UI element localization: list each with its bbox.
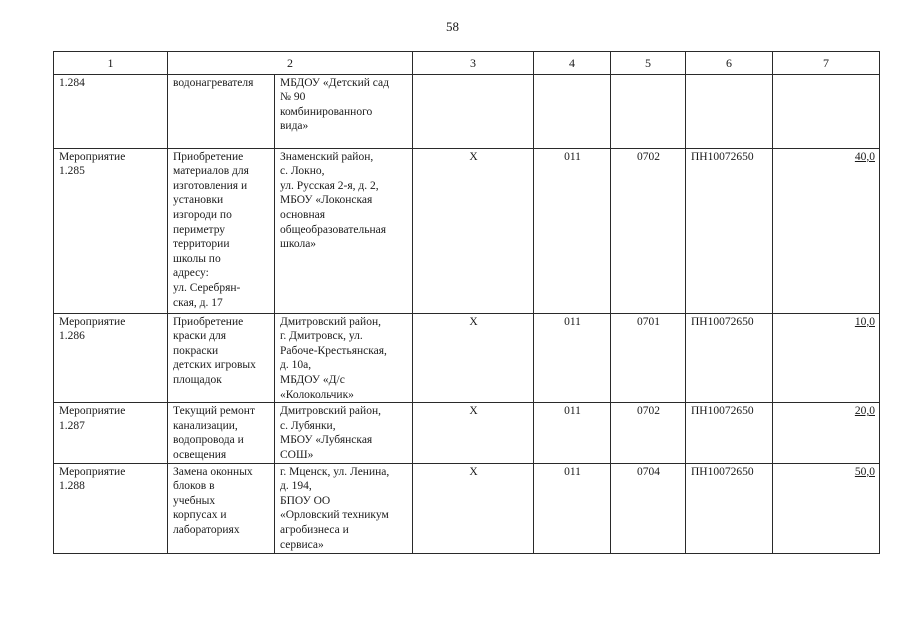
- header-col-5: 5: [611, 52, 686, 75]
- col6-value: ПН10072650: [686, 313, 773, 403]
- col3-value: [413, 74, 534, 148]
- col6-value: [686, 74, 773, 148]
- header-row: [54, 52, 880, 75]
- header-col-6: 6: [686, 52, 773, 75]
- measure-location: Знаменский район, с. Локно, ул. Русская 2-я, д. 2, МБОУ «Локонская основная общеобразовательная школа»: [275, 148, 413, 313]
- col3-value: Х: [413, 313, 534, 403]
- measure-id: Мероприятие 1.286: [54, 313, 168, 403]
- col4-value: 011: [534, 463, 611, 553]
- measure-id: Мероприятие 1.287: [54, 403, 168, 463]
- measure-location: г. Мценск, ул. Ленина, д. 194, БПОУ ОО «Орловский техникум агробизнеса и сервиса»: [275, 463, 413, 553]
- measure-description: Приобретение материалов для изготовления и установки изгороди по периметру территории школы по адресу: ул. Серебрян- ская, д. 17: [168, 148, 275, 313]
- col7-value: [773, 148, 880, 313]
- col5-value: 0702: [611, 403, 686, 463]
- header-col-7: 7: [773, 52, 880, 75]
- measure-location: Дмитровский район, с. Лубянки, МБОУ «Лубянская СОШ»: [275, 403, 413, 463]
- col4-value: 011: [534, 313, 611, 403]
- table-row: [54, 463, 880, 553]
- measure-description: водонагревателя: [168, 74, 275, 148]
- col5-value: 0702: [611, 148, 686, 313]
- table-row: [54, 403, 880, 463]
- measure-description: Текущий ремонт канализации, водопровода и освещения: [168, 403, 275, 463]
- amount-value: 10,0: [854, 315, 875, 328]
- col3-value: Х: [413, 148, 534, 313]
- table-row: [54, 313, 880, 403]
- col6-value: ПН10072650: [686, 403, 773, 463]
- amount-value: 50,0: [854, 465, 875, 478]
- col4-value: 011: [534, 403, 611, 463]
- measure-id: Мероприятие 1.288: [54, 463, 168, 553]
- measure-location: МБДОУ «Детский сад № 90 комбинированного вида»: [275, 74, 413, 148]
- col6-value: ПН10072650: [686, 463, 773, 553]
- table-row: [54, 74, 880, 148]
- measure-id: Мероприятие 1.285: [54, 148, 168, 313]
- col4-value: [534, 74, 611, 148]
- col6-value: ПН10072650: [686, 148, 773, 313]
- col5-value: [611, 74, 686, 148]
- col4-value: 011: [534, 148, 611, 313]
- measure-id: 1.284: [54, 74, 168, 148]
- budget-table: [53, 51, 880, 554]
- col5-value: 0701: [611, 313, 686, 403]
- header-col-1: 1: [54, 52, 168, 75]
- col7-value: [773, 313, 880, 403]
- table-row: [54, 148, 880, 313]
- header-col-4: 4: [534, 52, 611, 75]
- col5-value: 0704: [611, 463, 686, 553]
- measure-description: Замена оконных блоков в учебных корпусах и лабораториях: [168, 463, 275, 553]
- measure-description: Приобретение краски для покраски детских игровых площадок: [168, 313, 275, 403]
- col3-value: Х: [413, 403, 534, 463]
- amount-value: 40,0: [854, 150, 875, 163]
- amount-value: 20,0: [854, 405, 875, 418]
- col3-value: Х: [413, 463, 534, 553]
- col7-value: [773, 403, 880, 463]
- page-number: 58: [446, 19, 459, 34]
- header-col-2: 2: [168, 52, 413, 75]
- col7-value: [773, 463, 880, 553]
- measure-location: Дмитровский район, г. Дмитровск, ул. Рабоче-Крестьянская, д. 10а, МБДОУ «Д/с «Колокольчик»: [275, 313, 413, 403]
- header-col-3: 3: [413, 52, 534, 75]
- col7-value: [773, 74, 880, 148]
